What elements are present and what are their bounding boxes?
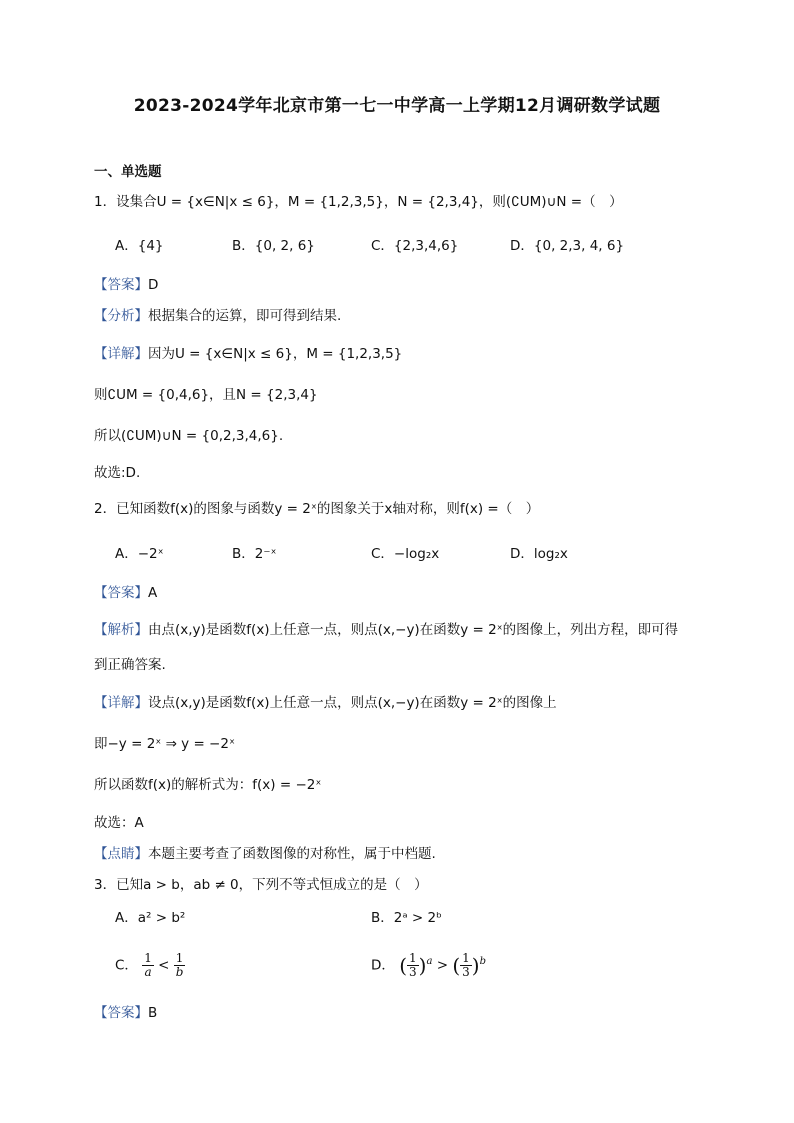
comment-tag: 【点睛】 xyxy=(94,846,148,862)
q1-detail-line-2: 则∁UM = {0,4,6}，且N = {2,3,4} xyxy=(94,387,318,403)
q1-detail xyxy=(94,345,402,363)
comment-text: 本题主要考查了函数图像的对称性，属于中档题. xyxy=(148,846,436,862)
q1-option-a: A．{4} xyxy=(115,238,164,254)
q2-detail xyxy=(94,694,557,712)
q2-analysis-line-2: 到正确答案. xyxy=(94,657,166,673)
q1-option-b: B．{0, 2, 6} xyxy=(232,238,315,254)
q1-choose: 故选:D. xyxy=(94,465,141,481)
detail-tag: 【详解】 xyxy=(94,695,148,711)
detail-text: 设点(x,y)是函数f(x)上任意一点，则点(x,−y)在函数y = 2ˣ的图像上 xyxy=(148,695,557,711)
answer-value: A xyxy=(148,585,158,601)
answer-tag: 【答案】 xyxy=(94,277,148,293)
q1-detail-line-3: 所以(∁UM)∪N = {0,2,3,4,6}. xyxy=(94,428,284,444)
question-3-stem: 3．已知a > b，ab ≠ 0，下列不等式恒成立的是（ ） xyxy=(94,877,428,893)
analysis-tag: 【解析】 xyxy=(94,622,148,638)
q3-option-d-label: D． xyxy=(371,957,395,974)
fraction-one-third-a: $\frac{1}{3}$ xyxy=(409,951,417,979)
answer-tag: 【答案】 xyxy=(94,1005,148,1021)
q3-option-c: C． $\frac{1}{a}$ < $\frac{1}{b}$ xyxy=(115,951,184,979)
page-title: 2023-2024学年北京市第一七一中学高一上学期12月调研数学试题 xyxy=(133,96,661,116)
answer-value: D xyxy=(148,277,159,293)
detail-text: 因为U = {x∈N|x ≤ 6}，M = {1,2,3,5} xyxy=(148,346,403,362)
q1-analysis xyxy=(94,307,341,325)
q2-option-d: D．log₂x xyxy=(510,546,568,562)
section-heading: 一、单选题 xyxy=(94,164,162,180)
q2-detail-line-3: 所以函数f(x)的解析式为：f(x) = −2ˣ xyxy=(94,777,322,793)
question-2-stem: 2．已知函数f(x)的图象与函数y = 2ˣ的图象关于x轴对称，则f(x) =（ ） xyxy=(94,501,540,517)
q3-option-c-label: C． xyxy=(115,957,138,974)
fraction-1-over-b: $\frac{1}{b}$ xyxy=(175,951,184,979)
q2-option-c: C．−log₂x xyxy=(371,546,440,562)
answer-value: B xyxy=(148,1005,158,1021)
q2-answer xyxy=(94,584,157,602)
q3-option-d: D． ( $\frac{1}{3}$ )$^a$ > ( $\frac{1}{3}$ )$^b$ xyxy=(371,951,487,979)
fraction-one-third-b: $\frac{1}{3}$ xyxy=(462,951,470,979)
q3-option-b: B．2ᵃ > 2ᵇ xyxy=(371,910,442,926)
detail-tag: 【详解】 xyxy=(94,346,148,362)
analysis-text: 由点(x,y)是函数f(x)上任意一点，则点(x,−y)在函数y = 2ˣ的图像上，列出方程，即可得 xyxy=(148,622,679,638)
question-1-stem: 1．设集合U = {x∈N|x ≤ 6}，M = {1,2,3,5}，N = {2,3,4}，则(∁UM)∪N =（ ） xyxy=(94,194,623,210)
fraction-1-over-a: $\frac{1}{a}$ xyxy=(144,951,152,979)
q1-option-c: C．{2,3,4,6} xyxy=(371,238,459,254)
q1-answer xyxy=(94,276,158,294)
analysis-text: 根据集合的运算，即可得到结果. xyxy=(148,308,342,324)
q3-option-a: A．a² > b² xyxy=(115,910,186,926)
q2-option-b: B．2⁻ˣ xyxy=(232,546,277,562)
q1-option-d: D．{0, 2,3, 4, 6} xyxy=(510,238,625,254)
q2-option-a: A．−2ˣ xyxy=(115,546,164,562)
q2-detail-line-2: 即−y = 2ˣ ⇒ y = −2ˣ xyxy=(94,736,235,752)
q2-choose: 故选：A xyxy=(94,815,144,831)
q3-answer xyxy=(94,1004,157,1022)
answer-tag: 【答案】 xyxy=(94,585,148,601)
analysis-tag: 【分析】 xyxy=(94,308,148,324)
q2-analysis xyxy=(94,621,678,639)
q2-comment xyxy=(94,845,436,863)
